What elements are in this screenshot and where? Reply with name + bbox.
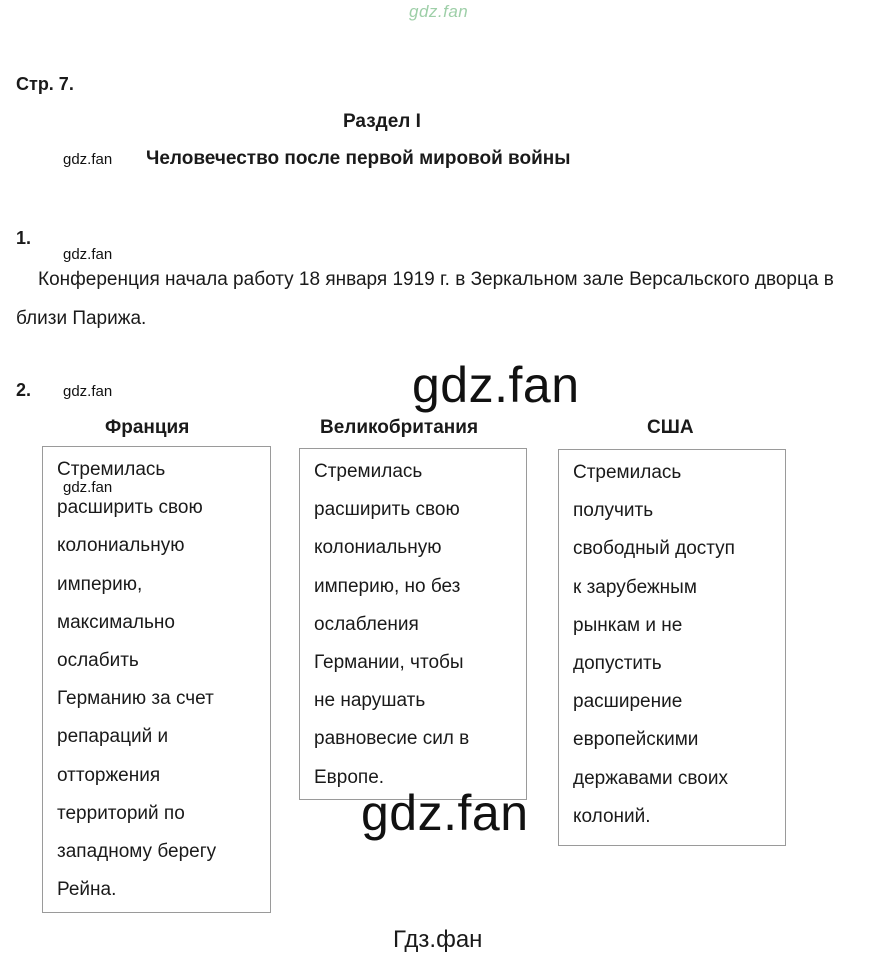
box-line: колониальную — [57, 535, 185, 557]
box-line: Рейна. — [57, 879, 117, 901]
box-line: к зарубежным — [573, 576, 697, 598]
box-line: рынкам и не — [573, 614, 683, 636]
column-box-usa — [558, 449, 786, 846]
box-line: Германию за счет — [57, 688, 214, 710]
watermark-small: gdz.fan — [63, 383, 113, 400]
column-title-usa: США — [647, 417, 694, 438]
box-line: Стремилась — [57, 459, 166, 480]
task-2-number: 2. — [16, 380, 32, 400]
column-box-britain — [299, 448, 527, 800]
box-line: расширить свою — [314, 499, 460, 521]
page-label: Стр. 7. — [16, 74, 74, 94]
box-line: допустить — [573, 653, 662, 675]
box-line: европейскими — [573, 729, 699, 751]
box-line: Европе. — [314, 766, 385, 788]
box-line: максимально — [57, 611, 175, 633]
box-line: равновесие сил в — [314, 728, 470, 750]
box-line: Германии, чтобы — [314, 652, 464, 674]
chapter-title: Человечество после первой мировой войны — [146, 148, 571, 169]
watermark-top: gdz.fan — [409, 2, 469, 21]
box-line: отторжения — [57, 764, 161, 786]
box-line: ослабить — [57, 650, 139, 672]
task-1-number: 1. — [16, 228, 32, 248]
footer-text: Гдз.фан — [393, 926, 483, 953]
box-line: ослабления — [314, 613, 419, 635]
box-line: расширить свою — [57, 497, 203, 519]
box-line: империю, — [57, 573, 143, 595]
box-line: империю, но без — [314, 575, 461, 597]
box-line: колониальную — [314, 537, 442, 559]
column-box-france — [42, 446, 271, 913]
box-line: расширение — [573, 691, 683, 713]
box-line: державами своих — [573, 767, 728, 789]
section-title: Раздел I — [343, 111, 421, 132]
watermark-big: gdz.fan — [412, 357, 580, 413]
box-line: западному берегу — [57, 841, 217, 863]
watermark-small: gdz.fan — [63, 151, 113, 168]
watermark-small: gdz.fan — [63, 479, 113, 496]
box-line: Стремилась — [314, 461, 423, 482]
box-line: репараций и — [57, 726, 169, 748]
column-title-france: Франция — [105, 417, 190, 438]
box-line: получить — [573, 500, 654, 522]
task-1-text — [16, 260, 882, 338]
box-line: Стремилась — [573, 462, 682, 483]
box-line: территорий по — [57, 802, 185, 824]
column-title-britain: Великобритания — [320, 417, 479, 438]
box-line: колоний. — [573, 805, 651, 827]
watermark-small: gdz.fan — [63, 246, 113, 263]
box-line: свободный доступ — [573, 538, 735, 560]
task-1-text-content: Конференция начала работу 18 января 1919 г. в Зеркальном зале Версальского дворца в близи Парижа. — [16, 269, 834, 329]
box-line: не нарушать — [314, 690, 426, 712]
watermark-big: gdz.fan — [361, 785, 529, 841]
